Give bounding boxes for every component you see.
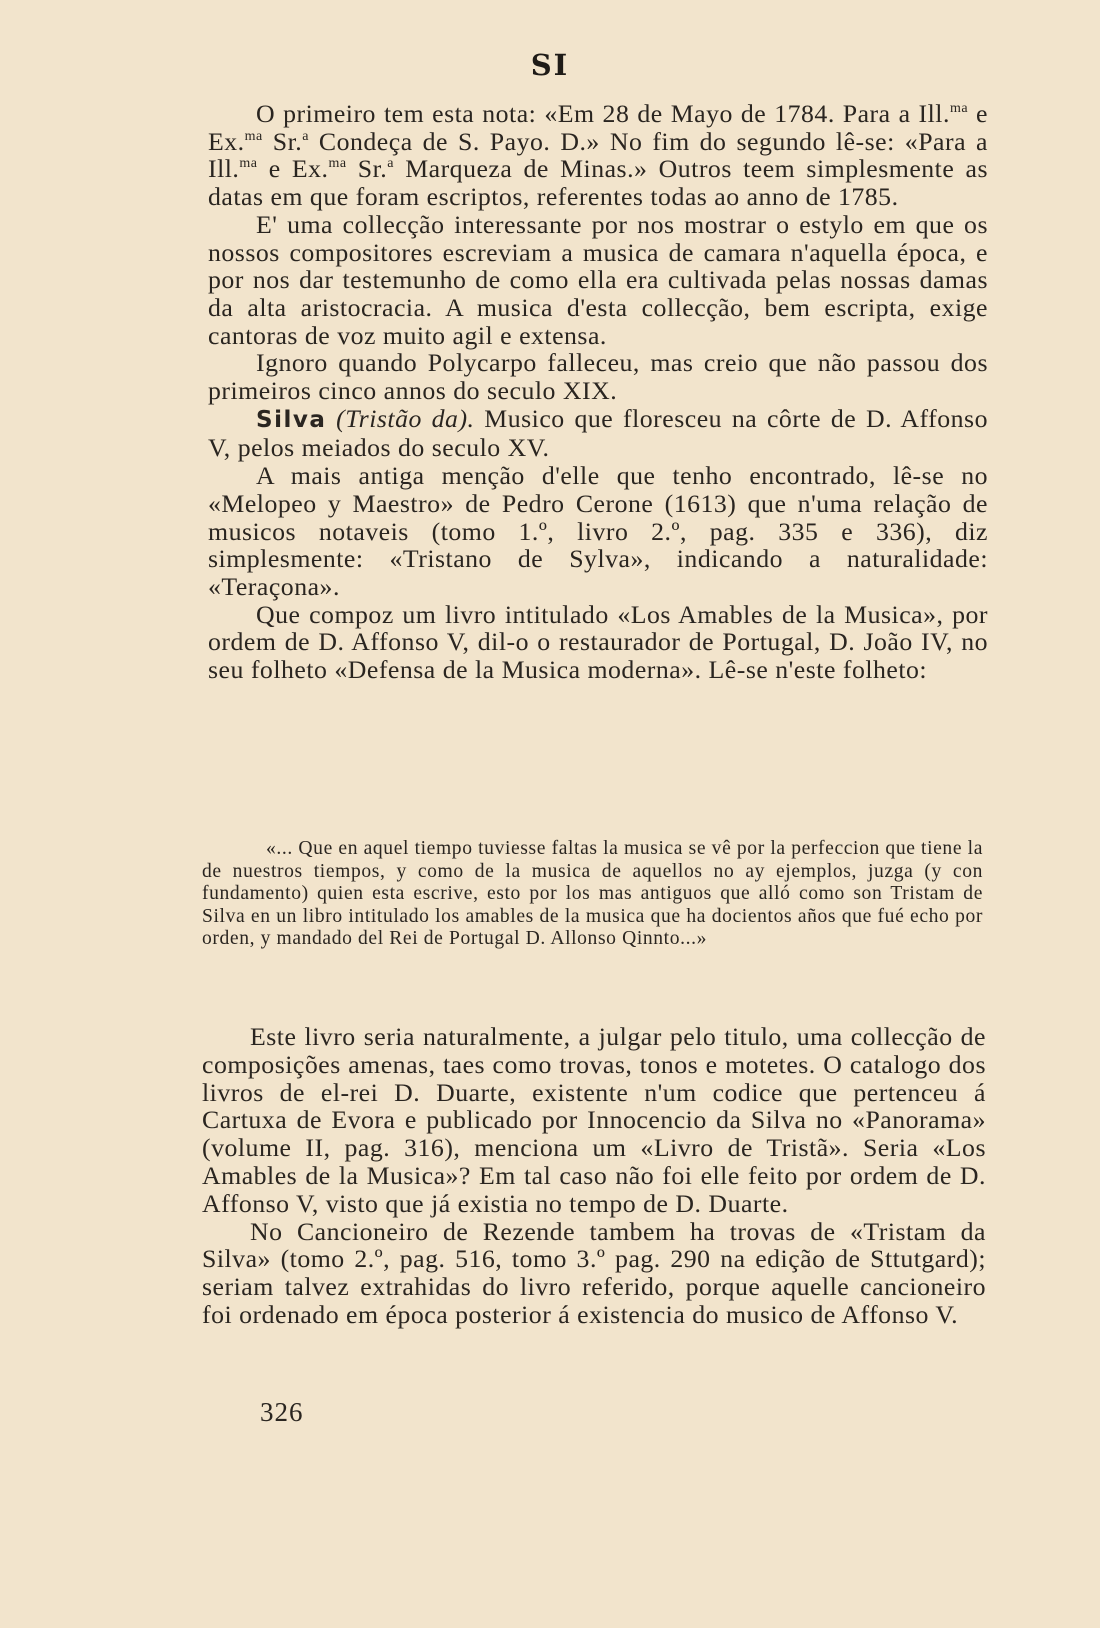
- paragraph-4: [208, 405, 988, 462]
- quote-text: «... Que en aquel tiempo tuviesse faltas la musica se vê por la perfeccion que tiene la de nuestros tiempos, y como de la musica de aquellos no ay ejemplos, juzga (y con fundamento) quien esta escrive, esto por los mas antiguos que alló como son Tristam de Silva en un libro intitulado los amables de la musica que ha docientos años que fué echo por orden, y mandado del Rei de Portugal D. Allonso Qinnto...»: [202, 838, 983, 950]
- entry-text: Musico que floresceu na côrte de D. Affonso V, pelos meiados do seculo XV.: [208, 403, 988, 463]
- main-text-upper: [208, 100, 988, 684]
- paragraph-7: Este livro seria naturalmente, a julgar pelo titulo, uma collecção de composições amenas, taes como trovas, tonos e motetes. O catalogo dos livros de el-rei D. Duarte, existente n'um codice que pertenceu á Cartuxa de Evora e publicado por Innocencio da Silva no «Panorama» (volume II, pag. 316), menciona um «Livro de Tristã». Seria «Los Amables de la Musica»? Em tal caso não foi elle feito por ordem de D. Affonso V, visto que já existia no tempo de D. Duarte.: [202, 1022, 986, 1218]
- paragraph-3: Ignoro quando Polycarpo falleceu, mas creio que não passou dos primeiros cinco annos do seculo XIX.: [208, 348, 988, 406]
- paragraph-8: No Cancioneiro de Rezende tambem ha trovas de «Tristam da Silva» (tomo 2.º, pag. 516, tomo 3.º pag. 290 na edição de Sttutgard); seriam talvez extrahidas do livro referido, porque aquelle cancioneiro foi ordenado em época posterior á existencia do musico de Affonso V.: [202, 1216, 986, 1329]
- p1-sup-5: ma: [328, 156, 347, 172]
- paragraph-6: Que compoz um livro intitulado «Los Amables de la Musica», por ordem de D. Affonso V, dil-o o restaurador de Portugal, D. João IV, no seu folheto «Defensa de la Musica moderna». Lê-se n'este folheto:: [208, 599, 988, 685]
- main-text-lower: [202, 1023, 986, 1329]
- p1-text-c: Sr.: [262, 126, 303, 156]
- p1-text-a: O primeiro tem esta nota: «Em 28 de Mayo de 1784. Para a Ill.: [256, 99, 950, 128]
- page-number: 326: [260, 1397, 304, 1427]
- p1-text-f: Sr.: [346, 154, 388, 184]
- p1-text-b: e Ex.: [208, 99, 988, 156]
- block-quote: [202, 838, 983, 951]
- paragraph-2: E' uma collecção interessante por nos mostrar o estylo em que os nossos compositores escreviam a musica de camara n'aquella época, e por nos dar testemunho de como ella era cultivada pelas nossas damas da alta aristocracia. A musica d'esta collecção, bem escripta, exige cantoras de voz muito agil e extensa.: [208, 209, 988, 350]
- p1-text-e: e Ex.: [257, 154, 329, 184]
- entry-heading: Silva: [256, 406, 327, 433]
- p1-text-d: Condeça de S. Payo. D.» No fim do segundo lê-se: «Para a Ill.: [208, 126, 988, 184]
- p1-text-g: Marqueza de Minas.» Outros teem simplesmente as datas em que foram escriptos, referentes todas ao anno de 1785.: [208, 154, 988, 212]
- p1-sup-3: a: [302, 128, 309, 144]
- running-head: SI: [530, 48, 570, 82]
- paragraph-5: A mais antiga menção d'elle que tenho encontrado, lê-se no «Melopeo y Maestro» de Pedro Cerone (1613) que n'uma relação de musicos notaveis (tomo 1.º, livro 2.º, pag. 335 e 336), diz simplesmente: «Tristano de Sylva», indicando a naturalidade: «Teraçona».: [208, 461, 988, 601]
- paragraph-1: [208, 100, 988, 211]
- p1-sup-2: ma: [244, 128, 263, 144]
- p1-sup-6: a: [387, 156, 394, 172]
- entry-name: (Tristão da).: [326, 403, 475, 433]
- p1-sup-1: ma: [949, 101, 969, 116]
- p1-sup-4: ma: [239, 156, 258, 172]
